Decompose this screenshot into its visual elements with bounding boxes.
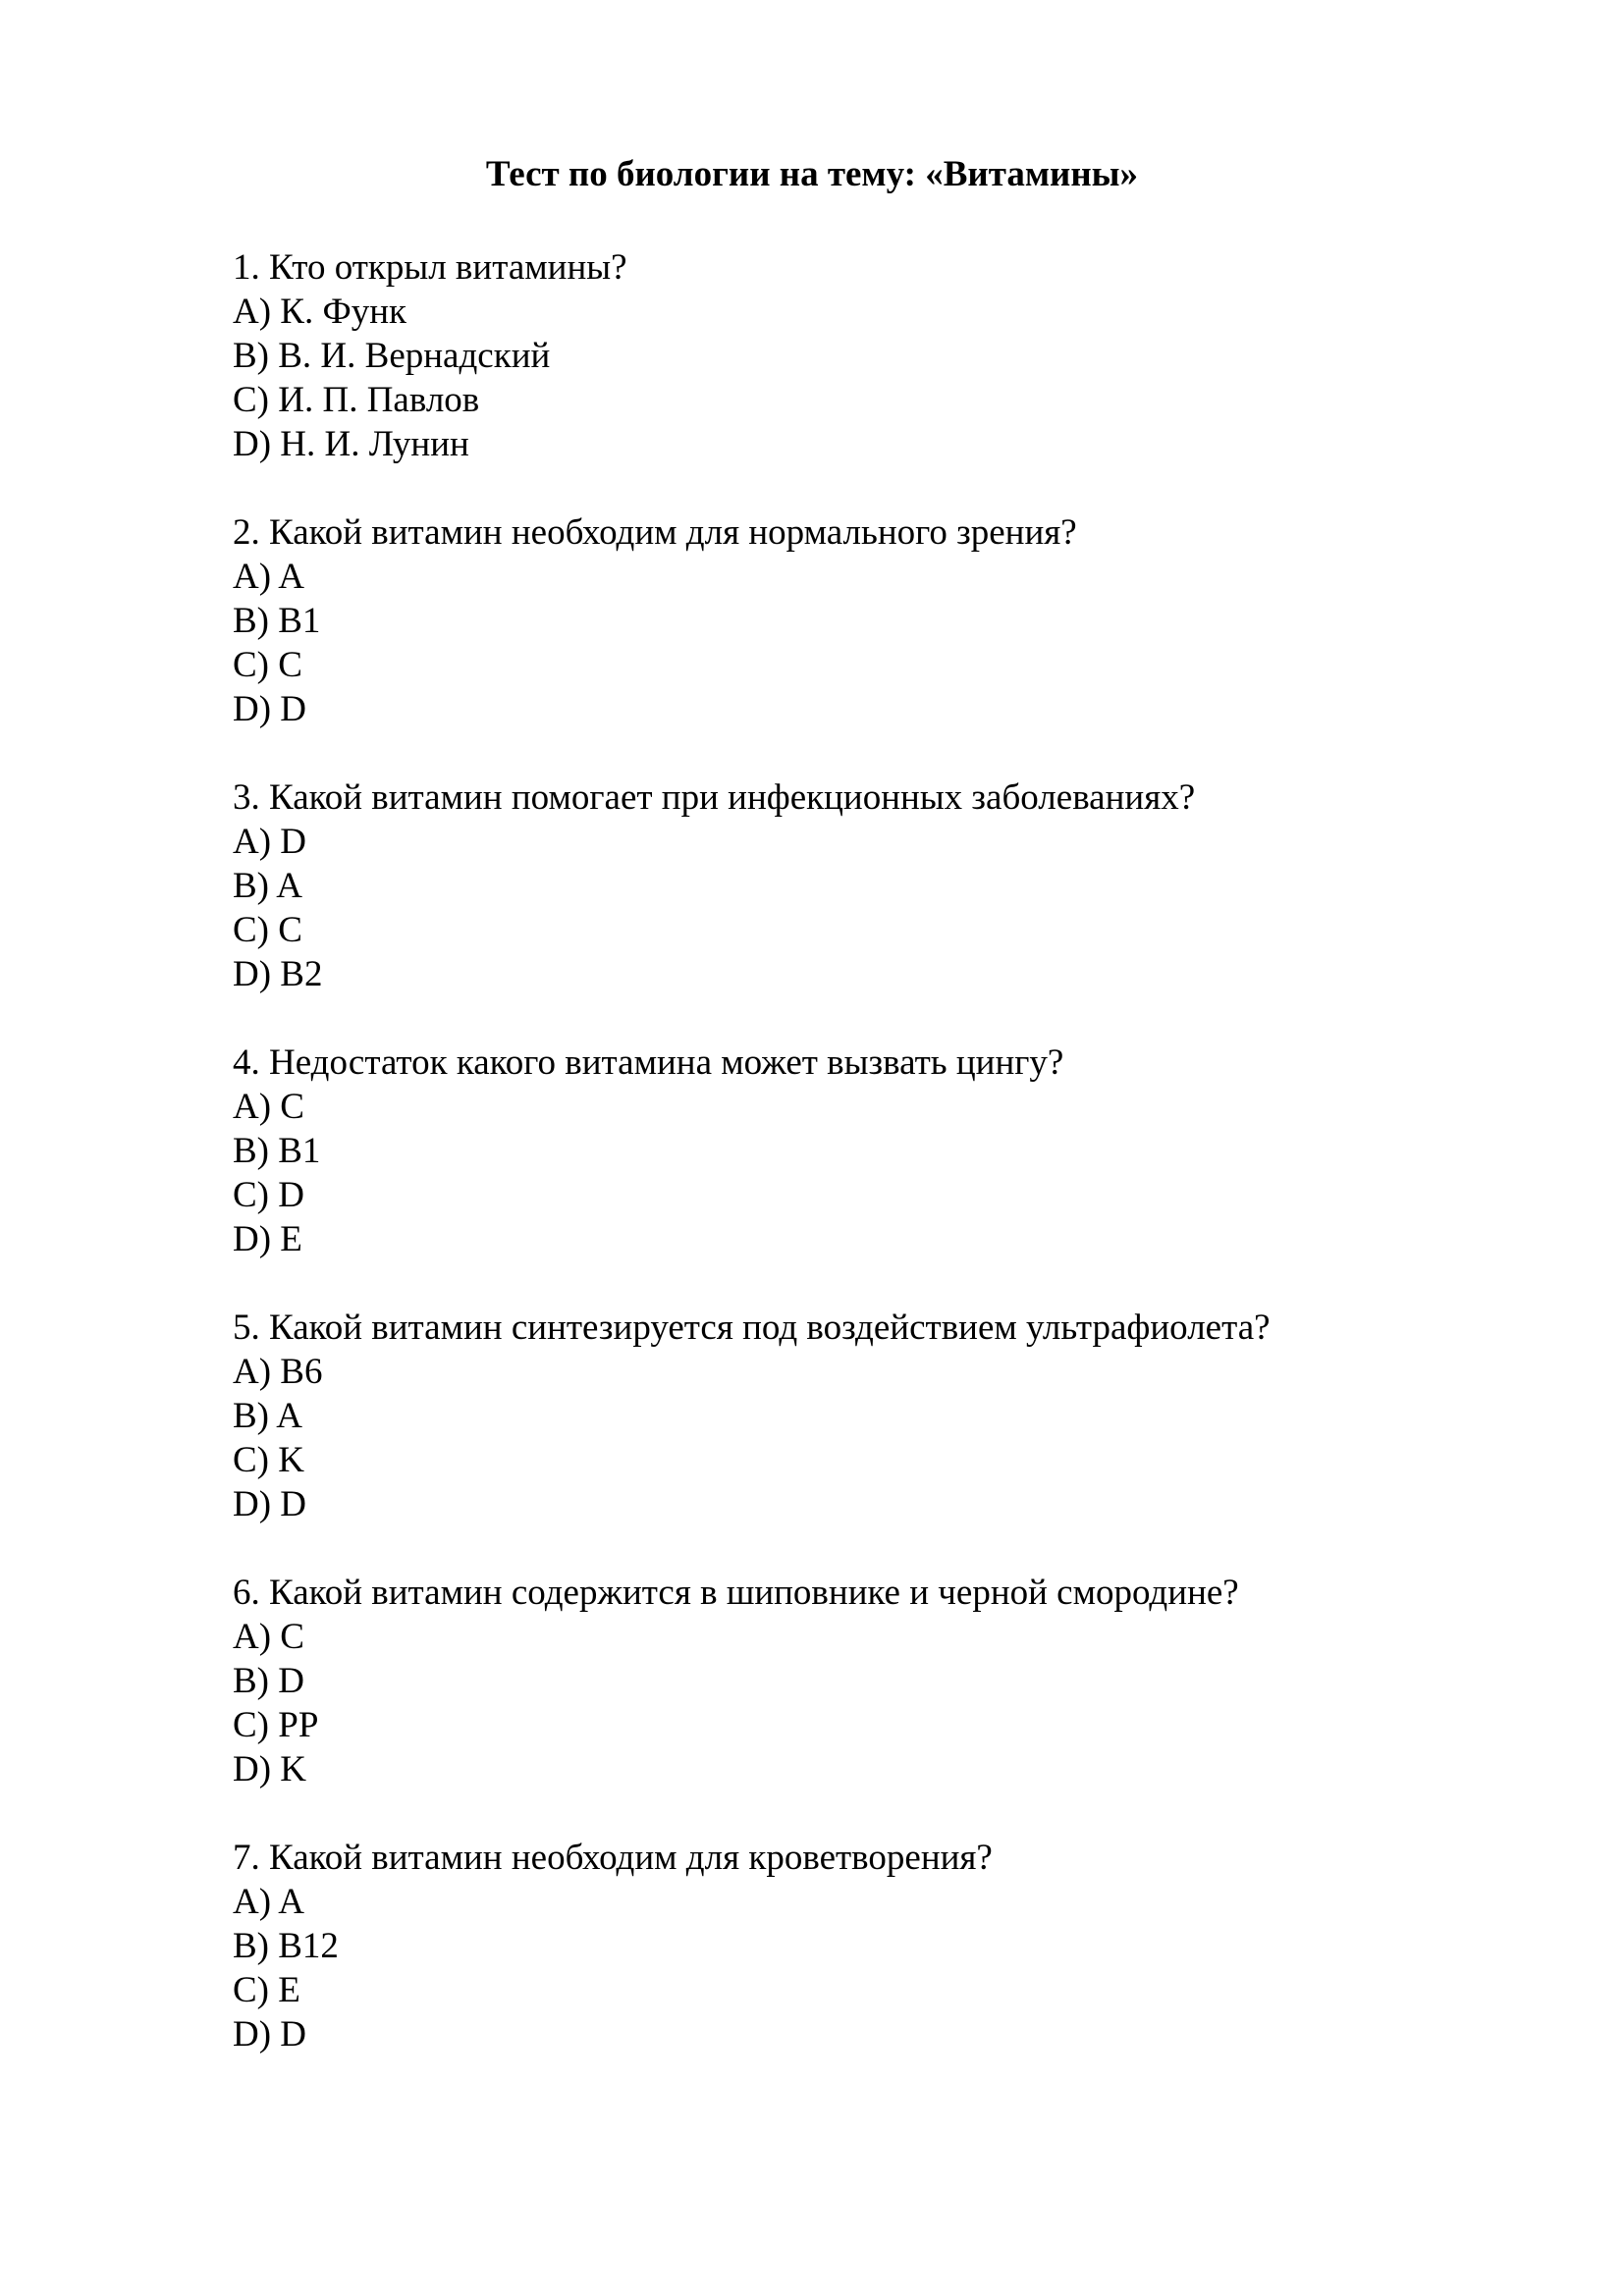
question-2 [233, 510, 1509, 731]
answer-option-b: B) A [233, 866, 302, 906]
question-text: 4. Недостаток какого витамина может вызвать цингу? [233, 1042, 1064, 1083]
answer-option-d: D) D [233, 1484, 307, 1524]
question-3 [233, 775, 1509, 996]
question-5 [233, 1306, 1509, 1526]
answer-option-a: A) D [233, 822, 307, 862]
question-text: 7. Какой витамин необходим для кроветворения? [233, 1838, 993, 1878]
answer-option-b: B) D [233, 1661, 304, 1701]
answer-option-b: B) A [233, 1396, 302, 1436]
answer-option-c: C) E [233, 1970, 300, 2010]
answer-option-d: D) E [233, 1219, 302, 1259]
answer-option-d: D) D [233, 689, 307, 729]
answer-option-c: C) PP [233, 1705, 319, 1745]
answer-option-d: D) K [233, 1749, 307, 1789]
answer-option-c: C) И. П. Павлов [233, 380, 480, 420]
question-text: 2. Какой витамин необходим для нормального зрения? [233, 512, 1077, 553]
question-text: 1. Кто открыл витамины? [233, 247, 627, 288]
answer-option-b: B) B1 [233, 601, 321, 641]
question-4 [233, 1041, 1509, 1261]
answer-option-c: C) D [233, 1175, 304, 1215]
answer-option-b: B) В. И. Вернадский [233, 336, 551, 376]
answer-option-a: A) C [233, 1087, 304, 1127]
answer-option-d: D) B2 [233, 954, 323, 994]
answer-option-a: A) B6 [233, 1352, 323, 1392]
answer-option-c: C) K [233, 1440, 304, 1480]
answer-option-a: A) C [233, 1617, 304, 1657]
question-7 [233, 1836, 1509, 2056]
question-6 [233, 1571, 1509, 1791]
answer-option-a: A) A [233, 557, 304, 597]
answer-option-b: B) B1 [233, 1131, 321, 1171]
answer-option-d: D) Н. И. Лунин [233, 424, 469, 464]
page-title: Тест по биологии на тему: «Витамины» [485, 154, 1139, 194]
answer-option-d: D) D [233, 2014, 307, 2055]
question-list [233, 245, 1509, 2101]
question-text: 6. Какой витамин содержится в шиповнике и черной смородине? [233, 1573, 1239, 1613]
answer-option-b: B) B12 [233, 1926, 339, 1966]
question-1 [233, 245, 1509, 466]
answer-option-a: A) A [233, 1882, 304, 1922]
answer-option-c: C) C [233, 645, 302, 685]
question-text: 5. Какой витамин синтезируется под воздействием ультрафиолета? [233, 1308, 1271, 1348]
answer-option-c: C) C [233, 910, 302, 950]
question-text: 3. Какой витамин помогает при инфекционных заболеваниях? [233, 777, 1196, 818]
answer-option-a: A) К. Функ [233, 292, 406, 332]
